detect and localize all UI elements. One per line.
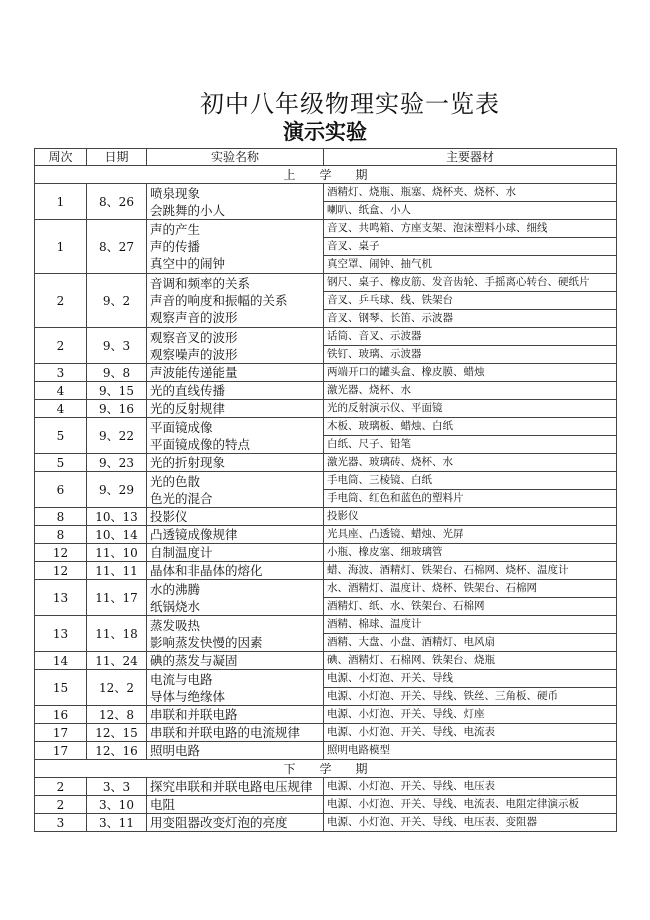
table-row bbox=[35, 544, 617, 562]
date-cell: 3、11 bbox=[87, 814, 147, 832]
experiment-name: 电阻 bbox=[150, 797, 176, 812]
date-cell: 9、3 bbox=[87, 328, 147, 364]
equipment-cell bbox=[324, 742, 617, 760]
experiment-name: 探究串联和并联电路电压规律 bbox=[150, 779, 313, 794]
experiment-name: 观察声音的波形 bbox=[150, 310, 238, 325]
experiment-name-cell bbox=[147, 544, 324, 562]
date-cell: 3、3 bbox=[87, 778, 147, 796]
equipment-cell bbox=[324, 184, 617, 220]
header-equipment: 主要器材 bbox=[324, 149, 617, 166]
equipment-list: 酒精、大盘、小盘、酒精灯、电风扇 bbox=[324, 633, 617, 651]
table-row bbox=[35, 526, 617, 544]
experiment-name-cell bbox=[147, 328, 324, 364]
equipment-list: 铁钉、玻璃、示波器 bbox=[324, 345, 617, 363]
experiment-name-cell bbox=[147, 454, 324, 472]
date-cell: 9、8 bbox=[87, 364, 147, 382]
experiment-name: 光的反射规律 bbox=[150, 401, 226, 416]
table-row bbox=[35, 364, 617, 382]
equipment-cell bbox=[324, 526, 617, 544]
date-cell: 8、27 bbox=[87, 220, 147, 274]
date-cell: 11、17 bbox=[87, 580, 147, 616]
table-row bbox=[35, 562, 617, 580]
equipment-list: 钢尺、桌子、橡皮筋、发音齿轮、手摇离心转台、硬纸片 bbox=[327, 276, 590, 288]
equipment-list: 酒精灯、纸、水、铁架台、石棉网 bbox=[324, 597, 617, 615]
equipment-cell bbox=[324, 616, 617, 652]
experiment-name-cell bbox=[147, 652, 324, 670]
table-row bbox=[35, 472, 617, 508]
equipment-list: 电源、小灯泡、开关、导线、铁丝、三角板、硬币 bbox=[324, 687, 617, 705]
equipment-list: 激光器、烧杯、水 bbox=[327, 384, 411, 396]
date-cell: 9、22 bbox=[87, 418, 147, 454]
equipment-cell bbox=[324, 544, 617, 562]
table-row bbox=[35, 580, 617, 616]
equipment-list: 音叉、钢琴、长笛、示波器 bbox=[324, 309, 617, 327]
experiment-name-cell bbox=[147, 382, 324, 400]
equipment-list: 电源、小灯泡、开关、导线、灯座 bbox=[327, 708, 485, 720]
equipment-list: 水、酒精灯、温度计、烧杯、铁架台、石棉网 bbox=[327, 582, 537, 594]
experiment-name: 声波能传递能量 bbox=[150, 365, 238, 380]
equipment-list: 手电筒、三棱镜、白纸 bbox=[327, 474, 432, 486]
table-row bbox=[35, 796, 617, 814]
table-row bbox=[35, 220, 617, 274]
experiment-name: 真空中的闹钟 bbox=[150, 256, 226, 271]
experiment-name-cell bbox=[147, 724, 324, 742]
experiment-name: 影响蒸发快慢的因素 bbox=[150, 634, 263, 650]
semester-row bbox=[35, 760, 617, 778]
equipment-list: 真空罩、闹钟、抽气机 bbox=[324, 255, 617, 273]
experiment-name-cell bbox=[147, 616, 324, 652]
experiment-name: 喷泉现象 bbox=[150, 185, 201, 201]
experiment-name-cell bbox=[147, 418, 324, 454]
experiment-name: 声的传播 bbox=[150, 239, 201, 254]
equipment-list: 光具座、凸透镜、蜡烛、光屏 bbox=[327, 528, 464, 540]
table-row bbox=[35, 382, 617, 400]
date-cell: 11、10 bbox=[87, 544, 147, 562]
date-cell: 12、8 bbox=[87, 706, 147, 724]
equipment-cell bbox=[324, 580, 617, 616]
week-cell: 1 bbox=[35, 220, 87, 274]
equipment-cell bbox=[324, 220, 617, 274]
experiment-name: 光的色散 bbox=[150, 473, 201, 489]
semester-label: 下 学 期 bbox=[35, 760, 617, 778]
date-cell: 12、2 bbox=[87, 670, 147, 706]
page-subtitle: 演示实验 bbox=[283, 120, 367, 144]
experiment-name-cell bbox=[147, 472, 324, 508]
week-cell: 12 bbox=[35, 562, 87, 580]
week-cell: 16 bbox=[35, 706, 87, 724]
equipment-list: 碘、酒精灯、石棉网、铁架台、烧瓶 bbox=[327, 654, 495, 666]
equipment-cell bbox=[324, 328, 617, 364]
week-cell: 2 bbox=[35, 778, 87, 796]
equipment-list: 白纸、尺子、铅笔 bbox=[324, 435, 617, 453]
experiment-name: 串联和并联电路的电流规律 bbox=[150, 725, 301, 740]
equipment-list: 音叉、桌子 bbox=[324, 237, 617, 255]
equipment-cell bbox=[324, 706, 617, 724]
week-cell: 5 bbox=[35, 418, 87, 454]
semester-row bbox=[35, 166, 617, 184]
experiment-name: 观察音叉的波形 bbox=[150, 329, 238, 345]
week-cell: 2 bbox=[35, 328, 87, 364]
equipment-list: 电源、小灯泡、开关、导线、电流表 bbox=[327, 726, 495, 738]
experiment-name-cell bbox=[147, 580, 324, 616]
equipment-cell bbox=[324, 508, 617, 526]
experiment-name: 观察噪声的波形 bbox=[150, 346, 238, 362]
table-row bbox=[35, 724, 617, 742]
date-cell: 11、18 bbox=[87, 616, 147, 652]
date-cell: 10、14 bbox=[87, 526, 147, 544]
week-cell: 2 bbox=[35, 796, 87, 814]
experiment-name-cell bbox=[147, 814, 324, 832]
week-cell: 6 bbox=[35, 472, 87, 508]
experiment-name: 声音的响度和振幅的关系 bbox=[150, 293, 288, 308]
equipment-cell bbox=[324, 724, 617, 742]
table-row bbox=[35, 454, 617, 472]
equipment-cell bbox=[324, 400, 617, 418]
equipment-cell bbox=[324, 562, 617, 580]
experiment-name-cell bbox=[147, 364, 324, 382]
equipment-cell bbox=[324, 814, 617, 832]
equipment-cell bbox=[324, 382, 617, 400]
equipment-cell bbox=[324, 274, 617, 328]
week-cell: 5 bbox=[35, 454, 87, 472]
semester-label: 上 学 期 bbox=[35, 166, 617, 184]
table-row bbox=[35, 814, 617, 832]
week-cell: 17 bbox=[35, 724, 87, 742]
equipment-list: 音叉、共鸣箱、方座支架、泡沫塑料小球、细线 bbox=[327, 222, 548, 234]
experiment-name-cell bbox=[147, 742, 324, 760]
table-row bbox=[35, 184, 617, 220]
header-date: 日期 bbox=[87, 149, 147, 166]
date-cell: 9、2 bbox=[87, 274, 147, 328]
equipment-list: 激光器、玻璃砖、烧杯、水 bbox=[327, 456, 453, 468]
experiment-name-cell bbox=[147, 274, 324, 328]
equipment-list: 话筒、音叉、示波器 bbox=[327, 330, 422, 342]
experiment-name: 凸透镜成像规律 bbox=[150, 527, 238, 542]
equipment-list: 电源、小灯泡、开关、导线、电压表、变阻器 bbox=[327, 816, 537, 828]
date-cell: 10、13 bbox=[87, 508, 147, 526]
date-cell: 12、16 bbox=[87, 742, 147, 760]
experiment-name: 纸锅烧水 bbox=[150, 598, 201, 614]
experiment-table bbox=[34, 148, 617, 832]
experiment-name: 照明电路 bbox=[150, 743, 201, 758]
table-row bbox=[35, 400, 617, 418]
week-cell: 17 bbox=[35, 742, 87, 760]
week-cell: 4 bbox=[35, 400, 87, 418]
experiment-name: 音调和频率的关系 bbox=[150, 276, 251, 291]
experiment-name: 平面镜成像 bbox=[150, 419, 213, 435]
date-cell: 9、16 bbox=[87, 400, 147, 418]
date-cell: 8、26 bbox=[87, 184, 147, 220]
equipment-list: 酒精、棉球、温度计 bbox=[327, 618, 422, 630]
experiment-name: 光的折射现象 bbox=[150, 455, 226, 470]
experiment-name: 水的沸腾 bbox=[150, 581, 201, 597]
week-cell: 13 bbox=[35, 616, 87, 652]
experiment-name: 平面镜成像的特点 bbox=[150, 436, 251, 452]
date-cell: 11、11 bbox=[87, 562, 147, 580]
table-row bbox=[35, 274, 617, 328]
week-cell: 15 bbox=[35, 670, 87, 706]
week-cell: 3 bbox=[35, 814, 87, 832]
equipment-list: 音叉、乒乓球、线、铁架台 bbox=[324, 291, 617, 309]
equipment-cell bbox=[324, 652, 617, 670]
equipment-list: 小瓶、橡皮塞、细玻璃管 bbox=[327, 546, 443, 558]
experiment-name: 会跳舞的小人 bbox=[150, 202, 226, 218]
date-cell: 12、15 bbox=[87, 724, 147, 742]
date-cell: 9、15 bbox=[87, 382, 147, 400]
equipment-cell bbox=[324, 670, 617, 706]
week-cell: 12 bbox=[35, 544, 87, 562]
equipment-list: 电源、小灯泡、开关、导线、电流表、电阻定律演示板 bbox=[327, 798, 579, 810]
table-row bbox=[35, 328, 617, 364]
equipment-list: 电源、小灯泡、开关、导线 bbox=[327, 672, 453, 684]
experiment-name-cell bbox=[147, 796, 324, 814]
week-cell: 14 bbox=[35, 652, 87, 670]
week-cell: 13 bbox=[35, 580, 87, 616]
experiment-name-cell bbox=[147, 508, 324, 526]
experiment-name: 晶体和非晶体的熔化 bbox=[150, 563, 263, 578]
equipment-list: 电源、小灯泡、开关、导线、电压表 bbox=[327, 780, 495, 792]
equipment-list: 喇叭、纸盒、小人 bbox=[324, 201, 617, 219]
experiment-name: 色光的混合 bbox=[150, 490, 213, 506]
experiment-name: 电流与电路 bbox=[150, 671, 213, 687]
week-cell: 1 bbox=[35, 184, 87, 220]
week-cell: 8 bbox=[35, 526, 87, 544]
equipment-list: 蜡、海波、酒精灯、铁架台、石棉网、烧杯、温度计 bbox=[327, 564, 569, 576]
experiment-name: 蒸发吸热 bbox=[150, 617, 201, 633]
equipment-list: 光的反射演示仪、平面镜 bbox=[327, 402, 443, 414]
experiment-name: 光的直线传播 bbox=[150, 383, 226, 398]
week-cell: 4 bbox=[35, 382, 87, 400]
table-row bbox=[35, 670, 617, 706]
equipment-cell bbox=[324, 778, 617, 796]
experiment-name-cell bbox=[147, 184, 324, 220]
table-row bbox=[35, 616, 617, 652]
equipment-cell bbox=[324, 472, 617, 508]
equipment-cell bbox=[324, 418, 617, 454]
experiment-name-cell bbox=[147, 526, 324, 544]
equipment-cell bbox=[324, 796, 617, 814]
header-week: 周次 bbox=[35, 149, 87, 166]
table-body bbox=[35, 166, 617, 832]
experiment-name-cell bbox=[147, 562, 324, 580]
experiment-name: 导体与绝缘体 bbox=[150, 688, 226, 704]
page-title: 初中八年级物理实验一览表 bbox=[200, 90, 500, 118]
table-row bbox=[35, 778, 617, 796]
experiment-name-cell bbox=[147, 778, 324, 796]
equipment-list: 手电筒、红色和蓝色的塑料片 bbox=[324, 489, 617, 507]
date-cell: 11、24 bbox=[87, 652, 147, 670]
equipment-list: 酒精灯、烧瓶、瓶塞、烧杯夹、烧杯、水 bbox=[327, 186, 516, 198]
week-cell: 8 bbox=[35, 508, 87, 526]
table-row bbox=[35, 742, 617, 760]
experiment-name: 碘的蒸发与凝固 bbox=[150, 653, 238, 668]
experiment-name: 声的产生 bbox=[150, 222, 201, 237]
experiment-name-cell bbox=[147, 706, 324, 724]
equipment-list: 木板、玻璃板、蜡烛、白纸 bbox=[327, 420, 453, 432]
experiment-name-cell bbox=[147, 400, 324, 418]
date-cell: 9、23 bbox=[87, 454, 147, 472]
week-cell: 2 bbox=[35, 274, 87, 328]
equipment-list: 照明电路模型 bbox=[327, 744, 390, 756]
header-experiment-name: 实验名称 bbox=[147, 149, 324, 166]
experiment-name: 自制温度计 bbox=[150, 545, 213, 560]
experiment-name: 投影仪 bbox=[150, 509, 188, 524]
equipment-cell bbox=[324, 454, 617, 472]
table-row bbox=[35, 652, 617, 670]
experiment-name-cell bbox=[147, 220, 324, 274]
equipment-list: 投影仪 bbox=[327, 510, 359, 522]
experiment-name: 用变阻器改变灯泡的亮度 bbox=[150, 815, 288, 830]
date-cell: 3、10 bbox=[87, 796, 147, 814]
experiment-name-cell bbox=[147, 670, 324, 706]
experiment-name: 串联和并联电路 bbox=[150, 707, 238, 722]
date-cell: 9、29 bbox=[87, 472, 147, 508]
table-header-row bbox=[35, 149, 617, 166]
table-row bbox=[35, 706, 617, 724]
equipment-cell bbox=[324, 364, 617, 382]
week-cell: 3 bbox=[35, 364, 87, 382]
equipment-list: 两端开口的罐头盒、橡皮膜、蜡烛 bbox=[327, 366, 485, 378]
table-row bbox=[35, 418, 617, 454]
table-row bbox=[35, 508, 617, 526]
